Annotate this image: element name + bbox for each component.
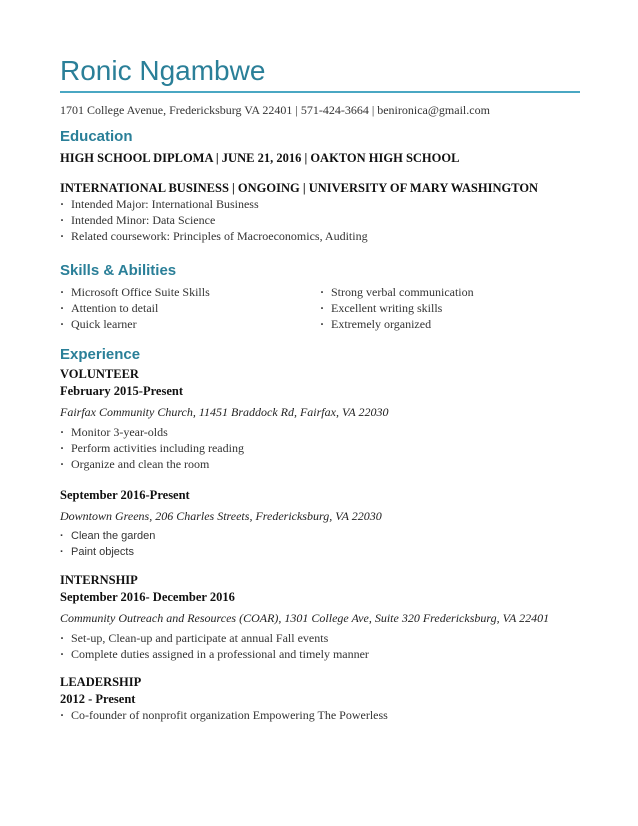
list-item: · Intended Major: International Business: [60, 196, 580, 212]
list-item: · Clean the garden: [60, 528, 580, 544]
list-item: · Intended Minor: Data Science: [60, 212, 580, 228]
list-item: · Quick learner: [60, 316, 320, 332]
volunteer-job1-dates: February 2015-Present: [60, 384, 184, 398]
list-item: · Monitor 3-year-olds: [60, 424, 580, 440]
skills-section: [60, 261, 580, 332]
leadership-dates: 2012 - Present: [60, 692, 136, 706]
experience-section: [60, 345, 580, 723]
list-item: · Complete duties assigned in a professional and timely manner: [60, 646, 580, 662]
skills-title: Skills & Abilities: [60, 262, 177, 279]
list-item: · Organize and clean the room: [60, 456, 580, 472]
education-list: [60, 196, 580, 244]
volunteer-job1-list: [60, 424, 580, 472]
hs-diploma-heading: HIGH SCHOOL DIPLOMA | JUNE 21, 2016 | OAKTON HIGH SCHOOL: [60, 151, 460, 165]
list-item: · Attention to detail: [60, 300, 320, 316]
internship-dates: September 2016- December 2016: [60, 590, 235, 604]
list-item: · Microsoft Office Suite Skills: [60, 284, 320, 300]
volunteer-job2-list: [60, 528, 580, 560]
college-heading: INTERNATIONAL BUSINESS | ONGOING | UNIVERSITY OF MARY WASHINGTON: [60, 181, 539, 195]
skills-columns: [60, 284, 580, 332]
list-item: · Related coursework: Principles of Macroeconomics, Auditing: [60, 228, 580, 244]
internship-place: Community Outreach and Resources (COAR), 1301 College Ave, Suite 320 Fredericksburg, VA 22401: [60, 611, 550, 625]
internship-heading: INTERNSHIP: [60, 573, 138, 587]
leadership-list: [60, 707, 580, 723]
contact-info: 1701 College Avenue, Fredericksburg VA 22401 | 571-424-3664 | benironica@gmail.com: [60, 103, 490, 117]
volunteer-job1-place: Fairfax Community Church, 11451 Braddock Rd, Fairfax, VA 22030: [60, 405, 389, 419]
list-item: · Co-founder of nonprofit organization Empowering The Powerless: [60, 707, 580, 723]
list-item: · Extremely organized: [320, 316, 580, 332]
list-item: · Perform activities including reading: [60, 440, 580, 456]
education-title: Education: [60, 128, 133, 145]
volunteer-job2-dates: September 2016-Present: [60, 488, 190, 502]
education-section: [60, 127, 580, 244]
resume-page: [60, 54, 580, 722]
list-item: · Strong verbal communication: [320, 284, 580, 300]
experience-title: Experience: [60, 346, 141, 363]
volunteer-job2-place: Downtown Greens, 206 Charles Streets, Fredericksburg, VA 22030: [60, 509, 382, 523]
internship-list: [60, 630, 580, 662]
volunteer-heading: VOLUNTEER: [60, 367, 139, 381]
list-item: · Excellent writing skills: [320, 300, 580, 316]
skills-right-list: [320, 284, 580, 332]
candidate-name: Ronic Ngambwe: [60, 55, 266, 86]
skills-left-list: [60, 284, 320, 332]
list-item: · Paint objects: [60, 544, 580, 560]
list-item: · Set-up, Clean-up and participate at annual Fall events: [60, 630, 580, 646]
header-rule: [60, 91, 580, 93]
leadership-heading: LEADERSHIP: [60, 675, 142, 689]
